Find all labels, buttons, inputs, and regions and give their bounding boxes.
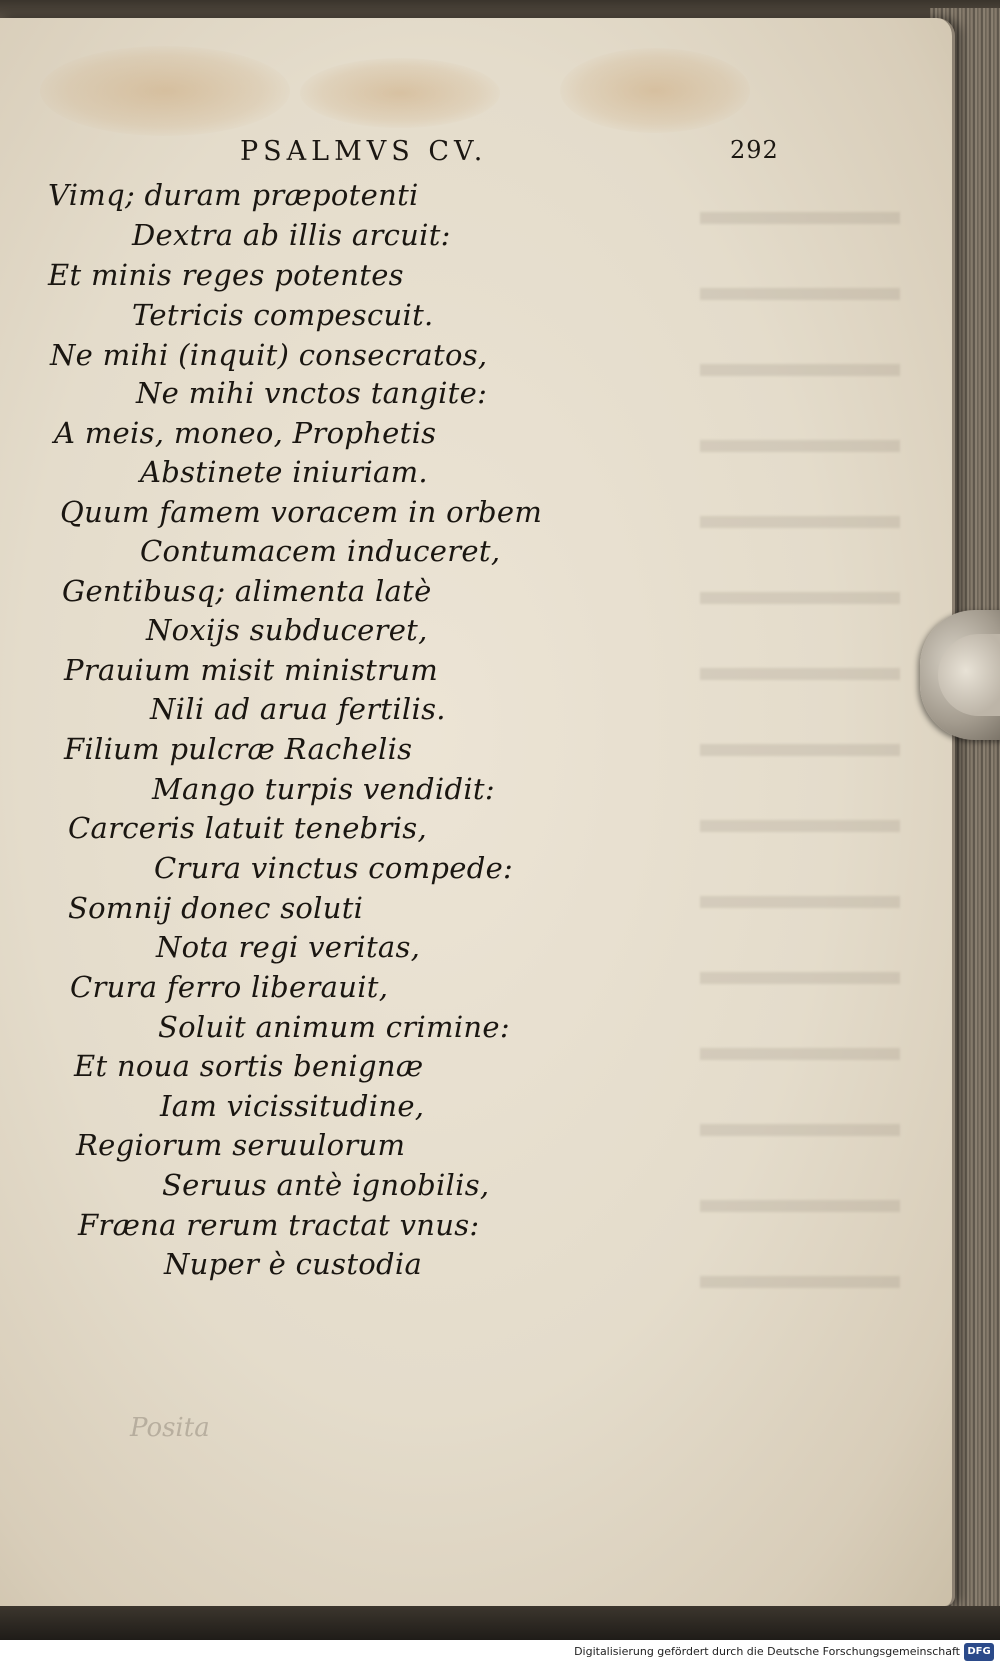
verse-line: Contumacem induceret, [140,534,501,568]
verse-line: Tetricis compescuit. [132,298,434,332]
verse-line: Soluit animum crimine: [158,1010,510,1044]
water-stain [40,46,290,136]
dfg-logo: DFG [964,1643,994,1661]
verse-line: Et noua sortis benignæ [74,1049,424,1083]
verse-line: Abstinete iniuriam. [140,455,428,489]
verse-line: Crura ferro liberauit, [70,970,389,1004]
book-clasp [920,610,1000,740]
page-number: 292 [730,136,779,164]
verse-line: Filium pulcræ Rachelis [64,732,413,766]
clasp-highlight [938,634,1000,716]
verse-line: Prauium misit ministrum [64,653,439,687]
water-stain [300,58,500,128]
verse-line: Vimq; duram præpotenti [48,178,419,212]
funding-credit: Digitalisierung gefördert durch die Deutsche Forschungsgemeinschaft [574,1645,960,1658]
book-bottom-edge [0,1606,1000,1640]
book-page [0,18,955,1606]
verse-line: Quum famem voracem in orbem [60,495,543,529]
verse-line: Noxijs subduceret, [146,613,428,647]
verse-line: Nota regi veritas, [156,930,421,964]
verse-line: Seruus antè ignobilis, [162,1168,490,1202]
verse-line: A meis, moneo, Prophetis [54,416,437,450]
verse-line: Mango turpis vendidit: [152,772,495,806]
verse-line: Ne mihi (inquit) consecratos, [50,338,488,372]
running-title: PSALMVS CV. [240,136,488,167]
verse-line: Crura vinctus compede: [154,851,514,885]
verse-line: Nuper è custodia [164,1247,423,1281]
water-stain [560,48,750,133]
digitization-footer [0,1640,1000,1666]
verse-line: Iam vicissitudine, [160,1089,425,1123]
verse-line: Gentibusq; alimenta latè [62,574,432,608]
verse-line: Carceris latuit tenebris, [68,811,427,845]
catchword-show-through: Posita [130,1413,210,1443]
verse-line: Nili ad arua fertilis. [150,692,446,726]
verse-line: Regiorum seruulorum [76,1128,406,1162]
show-through-text [700,183,900,1333]
verse-line: Et minis reges potentes [48,258,404,292]
verse-line: Ne mihi vnctos tangite: [136,376,488,410]
verse-line: Somnij donec soluti [68,891,364,925]
verse-line: Dextra ab illis arcuit: [132,218,451,252]
verse-line: Fræna rerum tractat vnus: [78,1208,480,1242]
